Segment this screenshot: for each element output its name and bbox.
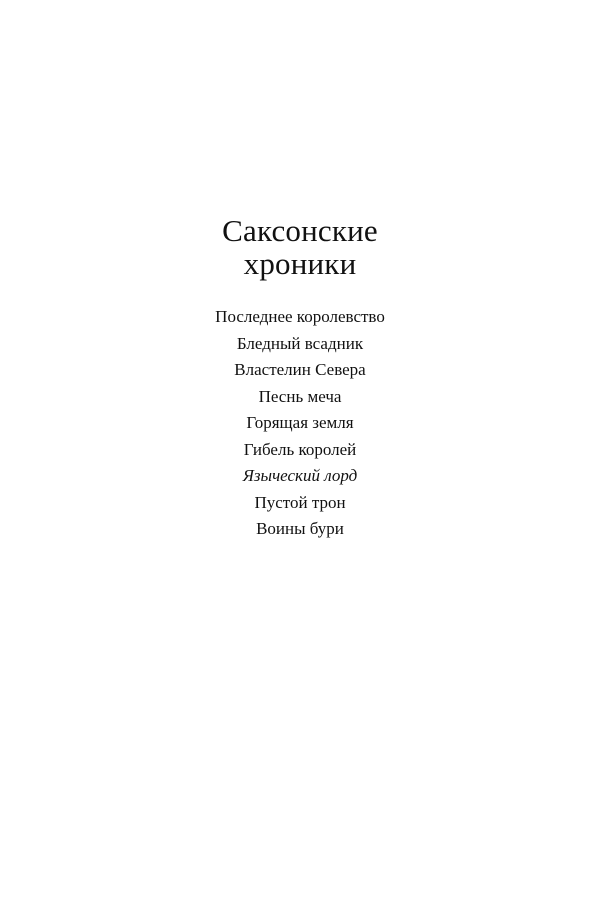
book-title-2: Бледный всадник <box>236 333 364 353</box>
book-title-3: Властелин Севера <box>234 360 366 379</box>
book-title-5: Горящая земля <box>246 413 354 432</box>
book-title-8: Пустой трон <box>254 492 346 512</box>
book-list <box>0 304 600 543</box>
series-title-line-1: Саксонские <box>222 213 378 248</box>
series-title-line-2: хроники <box>243 246 357 281</box>
book-title-1: Последнее королевство <box>215 307 385 326</box>
book-title-4: Песнь меча <box>258 386 342 406</box>
book-title-9: Воины бури <box>256 519 344 538</box>
book-title-7: Языческий лорд <box>242 466 358 485</box>
series-title <box>0 214 600 280</box>
book-title-6: Гибель королей <box>243 439 357 459</box>
